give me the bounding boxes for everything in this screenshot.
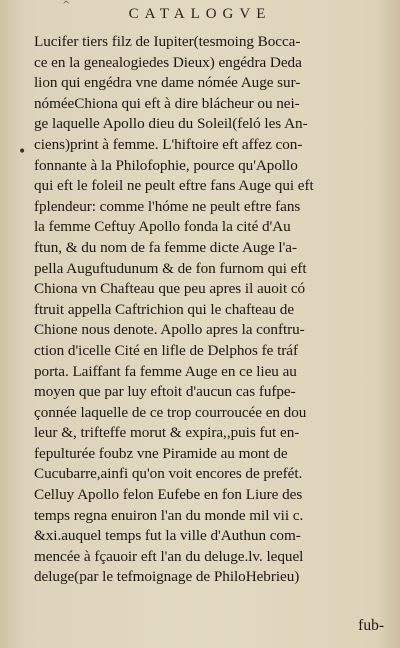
text-line: fepulturée foubz vne Piramide au mont de xyxy=(34,444,288,462)
text-line: ce en la genealogiedes Dieux) engédra Deda xyxy=(34,53,302,71)
margin-mark: • xyxy=(18,144,27,160)
text-line: nóméeChiona qui eft à dire blácheur ou nei- xyxy=(34,94,300,112)
text-line: Celluy Apollo felon Eufebe en fon Liure des xyxy=(34,486,303,504)
text-line: ftruit appella Caftrichion qui le chafteau de xyxy=(34,300,295,318)
text-line: la femme Ceftuy Apollo fonda la cité d'Au xyxy=(34,218,291,236)
text-line: lion qui engédra vne dame nómée Auge sur- xyxy=(34,74,301,92)
text-line: temps regna enuiron l'an du monde mil vii c. xyxy=(34,506,304,524)
text-line: ciens)print à femme. L'hiftoire eft affez con- xyxy=(34,135,303,153)
text-line: Cucubarre,ainfi qu'on voit encores de prefét. xyxy=(34,465,303,483)
body-text xyxy=(34,32,390,588)
text-line: deluge(par le tefmoignage de PhiloHebrieu) xyxy=(34,568,300,586)
text-line: Chione nous denote. Apollo apres la conftru- xyxy=(34,321,305,339)
text-line: ge laquelle Apollo dieu du Soleil(feló les An- xyxy=(34,115,308,133)
text-line: pella Auguftudunum & de fon furnom qui eft xyxy=(34,259,307,277)
text-line: &xi.auquel temps fut la ville d'Authun com- xyxy=(34,527,301,545)
text-line: leur &, trifteffe morut & expira,,puis fut en- xyxy=(34,424,300,442)
text-line: ftun, & du nom de fa femme dicte Auge l'a- xyxy=(34,238,297,256)
ink-speck: ^ xyxy=(62,0,71,11)
text-line: fonnante à la Philofophie, pource qu'Apollo xyxy=(34,156,298,174)
text-line: moyen que par luy eftoit d'aucun cas fufpe- xyxy=(34,383,296,401)
text-line: ction d'icelle Cité en lifle de Delphos fe tráf xyxy=(34,341,299,359)
running-head: CATALOGVE xyxy=(128,6,272,22)
text-line: Lucifer tiers filz de Iupiter(tesmoing Bocca- xyxy=(34,33,301,50)
text-line: qui eft le foleil ne peult eftre fans Auge qui eft xyxy=(34,177,314,195)
text-line: mencée à fçauoir eft l'an du deluge.lv. lequel xyxy=(34,547,304,565)
catchword: fub- xyxy=(358,617,384,634)
text-line: Chiona vn Chafteau que peu apres il auoit có xyxy=(34,280,306,298)
text-line: çonnée laquelle de ce trop courroucée en dou xyxy=(34,403,307,421)
text-line: porta. Laiffant fa femme Auge en ce lieu au xyxy=(34,362,297,380)
text-line: fplendeur: comme l'hóme ne peult eftre fans xyxy=(34,197,301,215)
